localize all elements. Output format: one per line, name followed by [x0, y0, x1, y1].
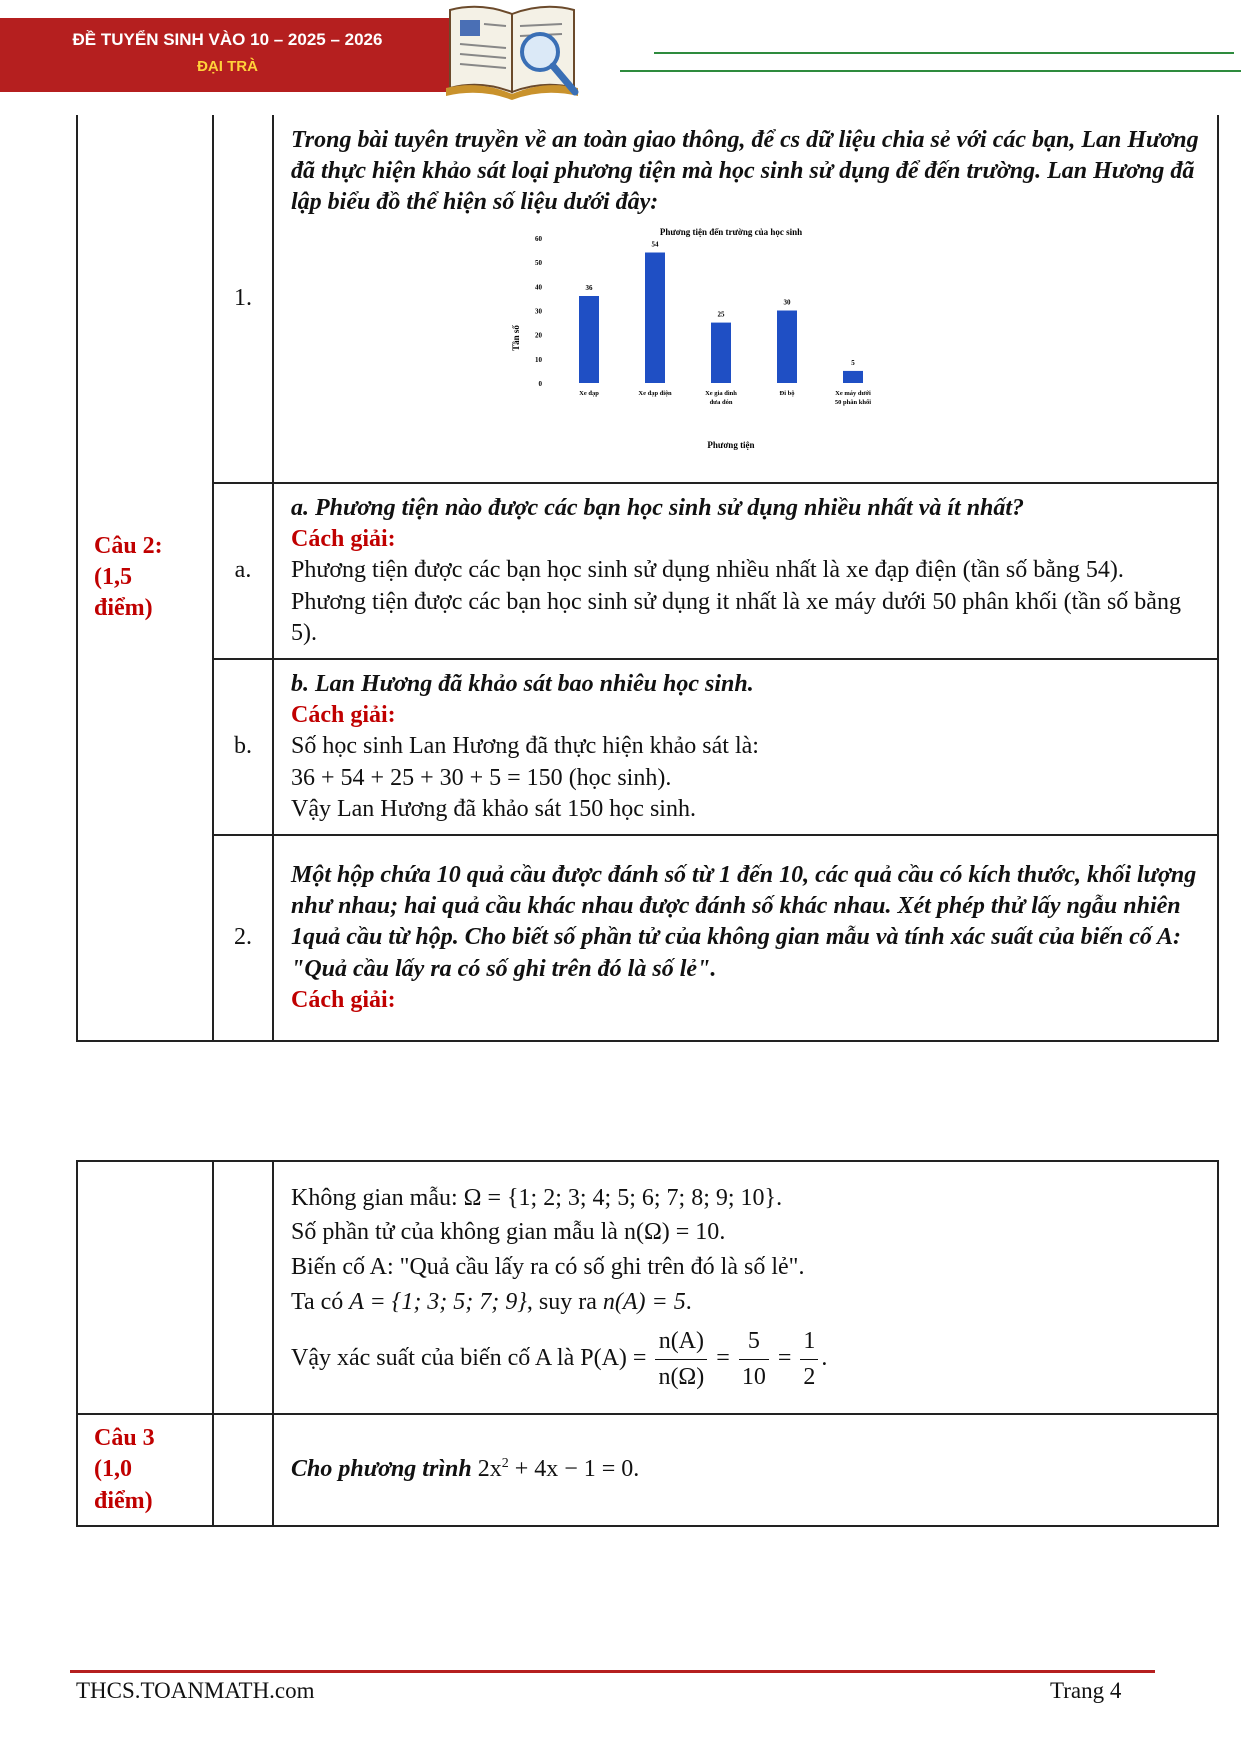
bar-value-label-0: 36 — [585, 283, 593, 292]
x-tick-label-2-0: Xe gia đình — [705, 389, 737, 397]
bar-4 — [843, 370, 863, 382]
question-3-label: Câu 3 (1,0 điểm) — [77, 1414, 213, 1526]
part-b-line1: Số học sinh Lan Hương đã thực hiện khảo sát là: — [291, 733, 759, 760]
y-tick-label-5: 50 — [535, 258, 542, 267]
y-tick-label-2: 20 — [535, 331, 542, 340]
chart-title: Phương tiện đến trường của học sinh — [659, 226, 803, 237]
part-b-formula: 36 + 54 + 25 + 30 + 5 = 150 — [291, 764, 563, 791]
fraction-nA-nOmega: $\frac{n(A)}{n(\Omega)}$ — [655, 1324, 707, 1395]
continuation-number-cell — [213, 1161, 273, 1414]
y-tick-label-6: 60 — [535, 234, 542, 243]
part-b-solution-label: Cách giải: — [291, 702, 396, 729]
x-tick-label-4-1: 50 phân khối — [834, 398, 872, 406]
part-b-formula-line — [291, 763, 1201, 794]
x-tick-label-4-0: Xe máy dưới — [835, 389, 871, 397]
question-2-label: Câu 2: (1,5 điểm) — [77, 115, 213, 1041]
footer-page-number: Trang 4 — [1050, 1678, 1122, 1703]
bar-2 — [711, 322, 731, 382]
probability-line: Vậy xác suất của biến cố A là P(A) = $\frac{n(A)}{n(\Omega)}$ = $\frac{5}{10}$ = $\frac{1}{2}$ . — [291, 1324, 1201, 1395]
question-3-number-cell — [213, 1414, 273, 1526]
part-2-number: 2. — [213, 835, 273, 1041]
part-b-conclusion: Vậy Lan Hương đã khảo sát 150 học sinh. — [291, 795, 696, 822]
bar-value-label-2: 25 — [717, 310, 725, 319]
book-magnifier-icon — [440, 0, 590, 105]
header-rule-top — [654, 52, 1234, 54]
bar-0 — [579, 296, 599, 383]
part-1-content — [273, 115, 1218, 483]
part-1-number: 1. — [213, 115, 273, 483]
sample-space-line: Không gian mẫu: Ω = {1; 2; 3; 4; 5; 6; 7; 8; 9; 10}. — [291, 1184, 783, 1211]
x-tick-label-2-1: đưa đón — [709, 398, 733, 406]
bar-3 — [777, 310, 797, 383]
chart-x-axis-label: Phương tiện — [707, 439, 755, 450]
question-3-equation: $2x^2 + 4x - 1 = 0$ — [477, 1456, 634, 1483]
part-2-prompt: Một hộp chứa 10 quả cầu được đánh số từ 1 đến 10, các quả cầu có kích thước, khối lượng như nhau; hai quả cầu khác nhau được đánh số khác nhau. Xét phép thử lấy ngẫu nhiên 1quả cầu từ hộp. Cho biết số phần tử của không gian mẫu và tính xác suất của biến cố A: "Quả cầu lấy ra có số ghi trên đó là số lẻ". — [291, 862, 1197, 982]
header-rule-bottom — [620, 70, 1241, 72]
x-tick-label-3-0: Đi bộ — [779, 389, 795, 397]
vehicle-bar-chart — [511, 223, 931, 468]
chart-y-axis-label: Tần số — [511, 324, 521, 351]
fraction-1-2: $\frac{1}{2}$ — [800, 1324, 818, 1395]
part-b-content — [273, 659, 1218, 835]
event-definition-line: Biến cố A: "Quả cầu lấy ra có số ghi trên đó là số lẻ". — [291, 1254, 805, 1281]
y-tick-label-4: 40 — [535, 282, 542, 291]
continuation-label-cell — [77, 1161, 213, 1414]
y-tick-label-3: 30 — [535, 307, 542, 316]
y-tick-label-0: 0 — [538, 379, 542, 388]
part-b-question: b. Lan Hương đã khảo sát bao nhiêu học sinh. — [291, 671, 754, 698]
part-2-solution-label: Cách giải: — [291, 986, 396, 1013]
part-a-question: a. Phương tiện nào được các bạn học sinh sử dụng nhiều nhất và ít nhất? — [291, 495, 1025, 522]
part-a-content — [273, 483, 1218, 659]
question-table-1 — [76, 115, 1219, 1042]
probability-solution — [273, 1161, 1218, 1414]
question-3-content: Cho phương trình $2x^2 + 4x - 1 = 0$. — [273, 1414, 1218, 1526]
part-b-formula-unit: (học sinh). — [562, 764, 672, 791]
part-a-answer: Phương tiện được các bạn học sinh sử dụng nhiều nhất là xe đạp điện (tần số bằng 54). Phương tiện được các bạn học sinh sử dụng it nhất là xe máy dưới 50 phân khối (tần số bằng 5). — [291, 557, 1181, 646]
part-a-solution-label: Cách giải: — [291, 526, 396, 553]
bar-1 — [645, 252, 665, 383]
header-title: ĐỀ TUYỂN SINH VÀO 10 – 2025 – 2026 — [72, 30, 383, 49]
header-subtitle: ĐẠI TRÀ — [197, 58, 258, 75]
event-set-line: Ta có A = {1; 3; 5; 7; 9}, suy ra n(A) = 5. — [291, 1289, 692, 1315]
part-1-prompt: Trong bài tuyên truyền về an toàn giao thông, để cs dữ liệu chia sẻ với các bạn, Lan Hương đã thực hiện khảo sát loại phương tiện mà học sinh sử dụng để đến trường. Lan Hương đã lập biểu đồ thể hiện số liệu dưới đây: — [291, 127, 1199, 216]
question-table-2 — [76, 1160, 1219, 1527]
y-tick-label-1: 10 — [535, 355, 542, 364]
question-3-prompt: Cho phương trình — [291, 1456, 478, 1483]
part-2-content — [273, 835, 1218, 1041]
x-tick-label-0-0: Xe đạp — [579, 389, 599, 397]
bar-value-label-4: 5 — [851, 358, 855, 367]
part-b-letter: b. — [213, 659, 273, 835]
footer-rule — [70, 1670, 1155, 1673]
x-tick-label-1-0: Xe đạp điện — [638, 389, 672, 397]
bar-value-label-3: 30 — [783, 298, 791, 307]
part-a-letter: a. — [213, 483, 273, 659]
sample-size-line: Số phần tử của không gian mẫu là n(Ω) = 10. — [291, 1219, 726, 1246]
bar-value-label-1: 54 — [651, 240, 659, 249]
footer-site: THCS.TOANMATH.com — [76, 1678, 315, 1703]
fraction-5-10: $\frac{5}{10}$ — [739, 1324, 769, 1395]
